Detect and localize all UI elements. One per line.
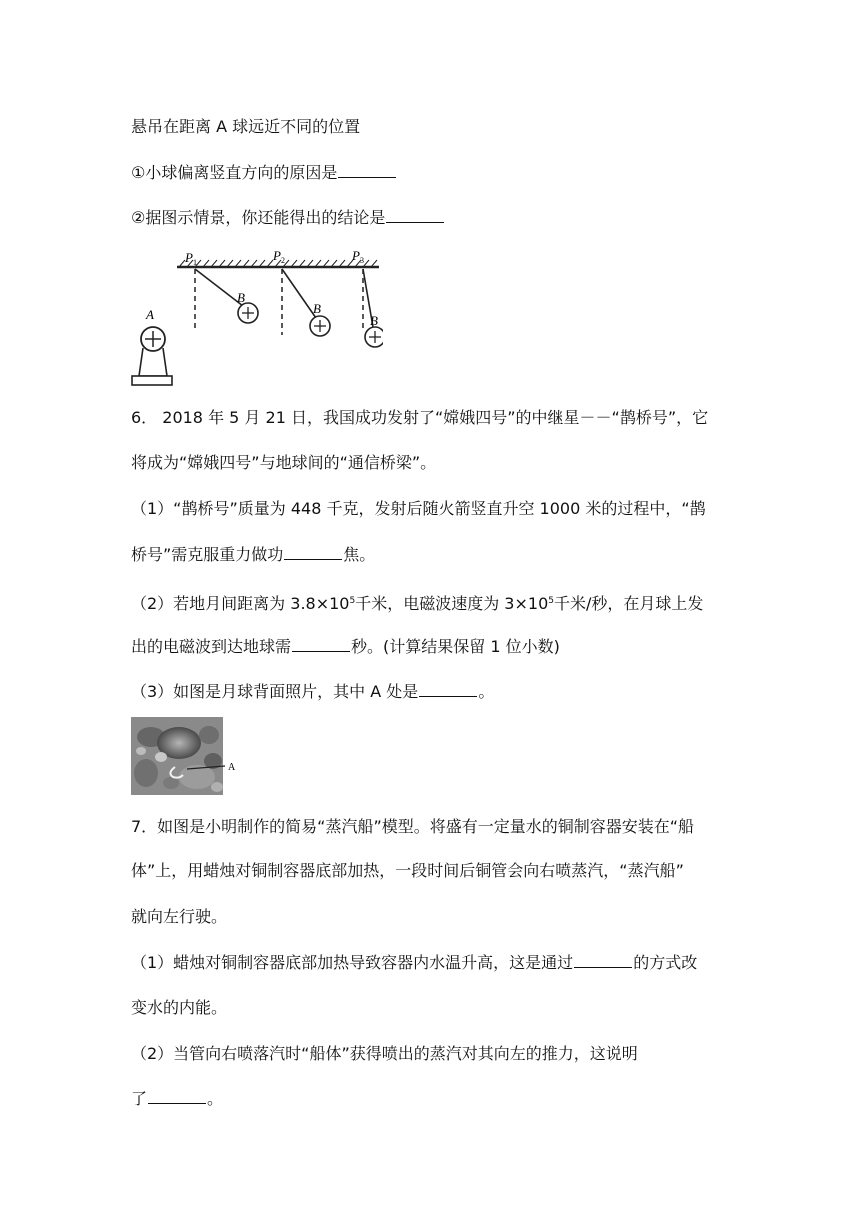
label-P3: P <box>352 248 360 263</box>
answer-blank <box>338 161 396 178</box>
q6-part2-text-b: 千米，电磁波速度为 3×10 <box>355 594 549 613</box>
q6-part2-line1 <box>131 590 703 615</box>
moon-photo <box>131 717 243 795</box>
label-B1: B <box>237 290 245 305</box>
q7-stem-line2: 体”上，用蜡烛对铜制容器底部加热，一段时间后铜管会向右喷蒸汽，“蒸汽船” <box>131 861 684 880</box>
pendulum-strings <box>195 269 373 327</box>
q6-part3-end: 。 <box>478 682 495 701</box>
ball-A-on-stand <box>132 327 172 385</box>
label-B3: B <box>370 313 378 328</box>
q5-sub2 <box>131 206 445 229</box>
q6-part1-text: 桥号”需克服重力做功 <box>131 545 284 564</box>
q7-part2-text: 了 <box>131 1089 148 1108</box>
q7-stem-line1: 7．如图是小明制作的简易“蒸汽船”模型。将盛有一定量水的铜制容器安装在“船 <box>131 817 695 836</box>
label-A: A <box>146 307 154 322</box>
q6-stem-line2: 将成为“嫦娥四号”与地球间的“通信桥梁”。 <box>131 453 437 472</box>
q7-part1-tail: 的方式改 <box>633 953 698 972</box>
moon-label-A: A <box>228 762 236 773</box>
label-P2: P <box>273 248 281 263</box>
pendulum-figure <box>127 243 383 391</box>
label-B2: B <box>313 301 321 316</box>
ball-B2 <box>310 316 330 336</box>
label-P1-sub: 1 <box>193 258 197 267</box>
q7-stem-line3: 就向左行驶。 <box>131 907 228 926</box>
answer-blank <box>292 635 350 652</box>
q5-sub1-text: ①小球偏离竖直方向的原因是 <box>131 163 338 182</box>
label-P3-sub: 3 <box>360 256 364 265</box>
q6-part1-line1: （1）“鹊桥号”质量为 448 千克，发射后随火箭竖直升空 1000 米的过程中，“鹊 <box>131 499 706 518</box>
q6-part2-text-a: （2）若地月间距离为 3.8×10 <box>131 594 350 613</box>
q6-stem-line1: 6． 2018 年 5 月 21 日，我国成功发射了“嫦娥四号”的中继星－－“鹊桥号”，它 <box>131 408 709 427</box>
q7-part1-text: （1）蜡烛对铜制容器底部加热导致容器内水温升高，这是通过 <box>131 953 574 972</box>
ball-B3 <box>365 327 383 347</box>
q7-part2-end: 。 <box>207 1089 224 1108</box>
q6-part3-text: （3）如图是月球背面照片，其中 A 处是 <box>131 682 419 701</box>
answer-blank <box>419 680 477 697</box>
q6-part1-line2 <box>131 543 375 566</box>
answer-blank <box>574 951 632 968</box>
answer-blank <box>386 206 444 223</box>
q5-sub2-text: ②据图示情景，你还能得出的结论是 <box>131 208 386 227</box>
q7-part1-line2: 变水的内能。 <box>131 998 228 1017</box>
q7-part1-line1 <box>131 951 697 974</box>
answer-blank <box>148 1087 206 1104</box>
exponent: 5 <box>349 596 356 606</box>
answer-blank <box>284 543 342 560</box>
q6-part2-text: 出的电磁波到达地球需 <box>131 637 292 656</box>
q7-part2-line2 <box>131 1087 223 1110</box>
label-P1: P <box>185 250 193 265</box>
vertical-reference-lines <box>195 269 363 335</box>
q6-part2-text-c: 千米/秒，在月球上发 <box>554 594 704 613</box>
q6-part2-line2 <box>131 635 560 658</box>
q5-continuation: 悬吊在距离 A 球远近不同的位置 <box>131 117 361 136</box>
q6-part1-unit: 焦。 <box>343 545 376 564</box>
ball-B1 <box>238 303 258 323</box>
q7-part2-line1: （2）当管向右喷落汽时“船体”获得喷出的蒸汽对其向左的推力，这说明 <box>131 1044 638 1063</box>
q6-part2-tail: 秒。(计算结果保留 1 位小数) <box>351 637 560 656</box>
q6-part3 <box>131 680 494 703</box>
label-P2-sub: 2 <box>281 256 285 265</box>
exponent: 5 <box>548 596 554 606</box>
q5-sub1 <box>131 161 397 184</box>
